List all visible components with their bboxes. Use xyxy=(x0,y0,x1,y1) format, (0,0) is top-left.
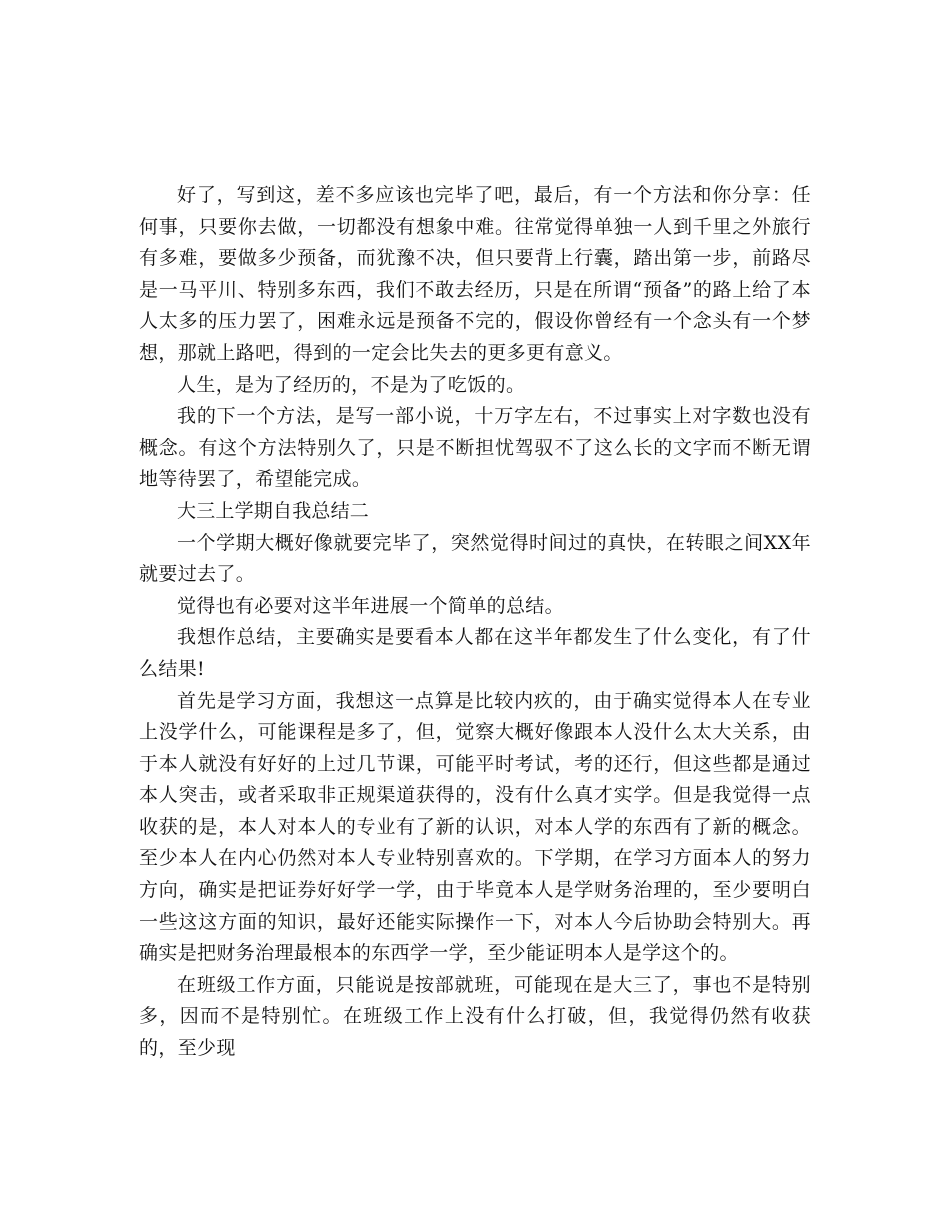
paragraph-semester-ending: 一个学期大概好像就要完毕了，突然觉得时间过的真快，在转眼之间XX年就要过去了。 xyxy=(139,531,811,586)
paragraph-summary-purpose: 我想作总结，主要确实是要看本人都在这半年都发生了什么变化，有了什么结果! xyxy=(139,626,811,680)
paragraph-study-review: 首先是学习方面，我想这一点算是比较内疚的，由于确实觉得本人在专业上没学什么，可能课程是多了，但，觉察大概好像跟本人没什么太大关系，由于本人就没有好好的上过几节课，可能平时考试，考的还行，但这些都是通过本人突击，或者采取非正规渠道获得的，没有什么真才实学。但是我觉得一点收获的是，本人对本人的专业有了新的认识，对本人学的东西有了新的概念。至少本人在内心仍然对本人专业特别喜欢的。下学期，在学习方面本人的努力方向，确实是把证券好好学一学，由于毕竟本人是学财务治理的，至少要明白一些这这方面的知识，最好还能实际操作一下，对本人今后协助会特别大。再确实是把财务治理最根本的东西学一学，至少能证明本人是学这个的。 xyxy=(139,689,811,965)
document-body xyxy=(139,180,811,1065)
paragraph-next-plan: 我的下一个方法，是写一部小说，十万字左右，不过事实上对字数也没有概念。有这个方法特别久了，只是不断担忧驾驭不了这么长的文字而不断无谓地等待罢了，希望能完成。 xyxy=(139,405,811,491)
paragraph-life-motto: 人生，是为了经历的，不是为了吃饭的。 xyxy=(177,373,526,396)
paragraph-class-work: 在班级工作方面，只能说是按部就班，可能现在是大三了，事也不是特别多，因而不是特别忙。在班级工作上没有什么打破，但，我觉得仍然有收获的，至少现 xyxy=(139,973,811,1060)
paragraph-closing-advice: 好了，写到这，差不多应该也完毕了吧，最后，有一个方法和你分享：任何事，只要你去做，一切都没有想象中难。往常觉得单独一人到千里之外旅行有多难，要做多少预备，而犹豫不决，但只要背上行囊，踏出第一步，前路尽是一马平川、特别多东西，我们不敢去经历，只是在所谓“预备”的路上给了本人太多的压力罢了，困难永远是预备不完的，假设你曾经有一个念头有一个梦想，那就上路吧，得到的一定会比失去的更多更有意义。 xyxy=(139,184,811,364)
paragraph-summary-intent: 觉得也有必要对这半年进展一个简单的总结。 xyxy=(177,594,565,617)
section-heading: 大三上学期自我总结二 xyxy=(177,499,370,522)
